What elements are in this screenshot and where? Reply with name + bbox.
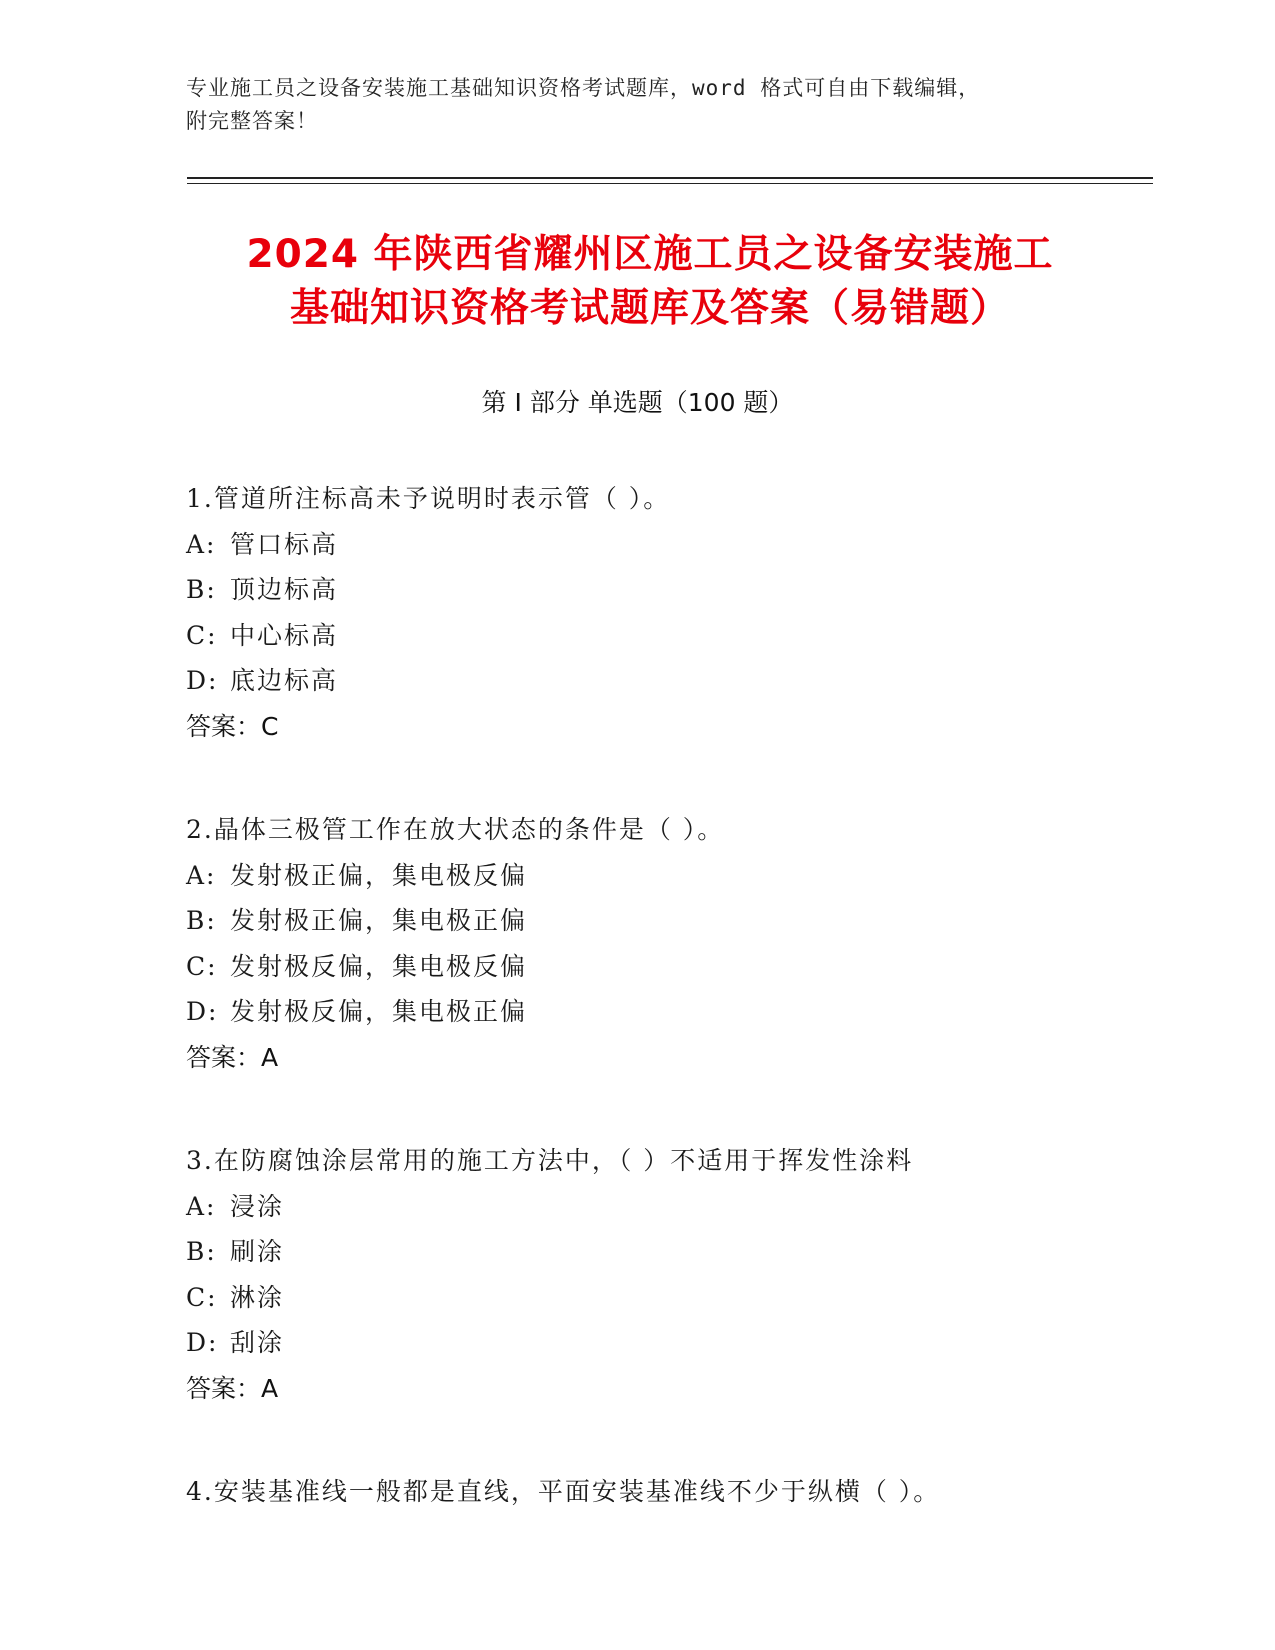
option-text: 刮涂 xyxy=(230,1328,285,1357)
question-1 xyxy=(186,476,1086,749)
option-text: 管口标高 xyxy=(230,529,339,559)
option-text: 浸涂 xyxy=(230,1191,285,1221)
option-text: 中心标高 xyxy=(230,620,339,650)
option-text: 淋涂 xyxy=(230,1282,285,1312)
option-text: 顶边标高 xyxy=(230,575,339,604)
document-title xyxy=(170,228,1130,336)
option-a xyxy=(186,522,1086,568)
answer-value: A xyxy=(261,1042,279,1072)
option-text: 刷涂 xyxy=(230,1237,285,1266)
question-3 xyxy=(186,1138,1086,1411)
option-d xyxy=(186,658,1086,704)
option-d xyxy=(186,989,1086,1035)
option-letter: A: xyxy=(186,1191,217,1221)
option-letter: B: xyxy=(186,906,217,935)
document-title-line-1: 2024 年陕西省耀州区施工员之设备安装施工 xyxy=(246,232,1054,277)
header-rule-thin xyxy=(187,183,1153,184)
option-letter: C: xyxy=(186,1282,218,1312)
option-c xyxy=(186,613,1086,659)
option-text: 底边标高 xyxy=(230,666,339,695)
option-b xyxy=(186,898,1086,944)
section-title: 第 I 部分 单选题（100 题） xyxy=(481,388,794,417)
option-letter: C: xyxy=(186,620,218,650)
header-rule-thick xyxy=(187,177,1153,179)
header-note xyxy=(186,72,1066,138)
answer-value: A xyxy=(261,1373,279,1403)
answer-label: 答案： xyxy=(186,1373,262,1403)
question-text: 3.在防腐蚀涂层常用的施工方法中，（ ）不适用于挥发性涂料 xyxy=(186,1146,914,1175)
question-text: 4.安装基准线一般都是直线，平面安装基准线不少于纵横（ ）。 xyxy=(186,1477,941,1506)
answer-label: 答案： xyxy=(186,711,262,741)
question-4 xyxy=(186,1469,1086,1515)
option-letter: B: xyxy=(186,575,217,604)
answer-line xyxy=(186,1366,1086,1412)
option-letter: D: xyxy=(186,997,219,1026)
option-b xyxy=(186,1229,1086,1275)
document-title-line-2: 基础知识资格考试题库及答案（易错题） xyxy=(289,286,1010,331)
option-text: 发射极正偏，集电极反偏 xyxy=(230,860,528,890)
answer-label: 答案： xyxy=(186,1042,262,1072)
header-note-line-1: 专业施工员之设备安装施工基础知识资格考试题库，word 格式可自由下载编辑， xyxy=(186,76,981,100)
option-letter: B: xyxy=(186,1237,217,1266)
option-letter: C: xyxy=(186,951,218,981)
question-text: 2.晶体三极管工作在放大状态的条件是（ ）。 xyxy=(186,815,725,844)
option-a xyxy=(186,853,1086,899)
answer-line xyxy=(186,704,1086,750)
answer-line xyxy=(186,1035,1086,1081)
option-text: 发射极反偏，集电极正偏 xyxy=(230,997,528,1026)
option-letter: A: xyxy=(186,860,217,890)
question-2 xyxy=(186,807,1086,1080)
option-a xyxy=(186,1184,1086,1230)
option-b xyxy=(186,567,1086,613)
option-text: 发射极正偏，集电极正偏 xyxy=(230,906,528,935)
option-letter: D: xyxy=(186,666,219,695)
question-list xyxy=(186,476,1086,1573)
answer-value: C xyxy=(261,711,279,741)
header-note-line-2: 附完整答案！ xyxy=(186,109,318,133)
option-c xyxy=(186,1275,1086,1321)
option-letter: D: xyxy=(186,1328,219,1357)
question-text: 1.管道所注标高未予说明时表示管（ ）。 xyxy=(186,484,671,513)
option-d xyxy=(186,1320,1086,1366)
option-c xyxy=(186,944,1086,990)
option-letter: A: xyxy=(186,529,217,559)
option-text: 发射极反偏，集电极反偏 xyxy=(230,951,528,981)
